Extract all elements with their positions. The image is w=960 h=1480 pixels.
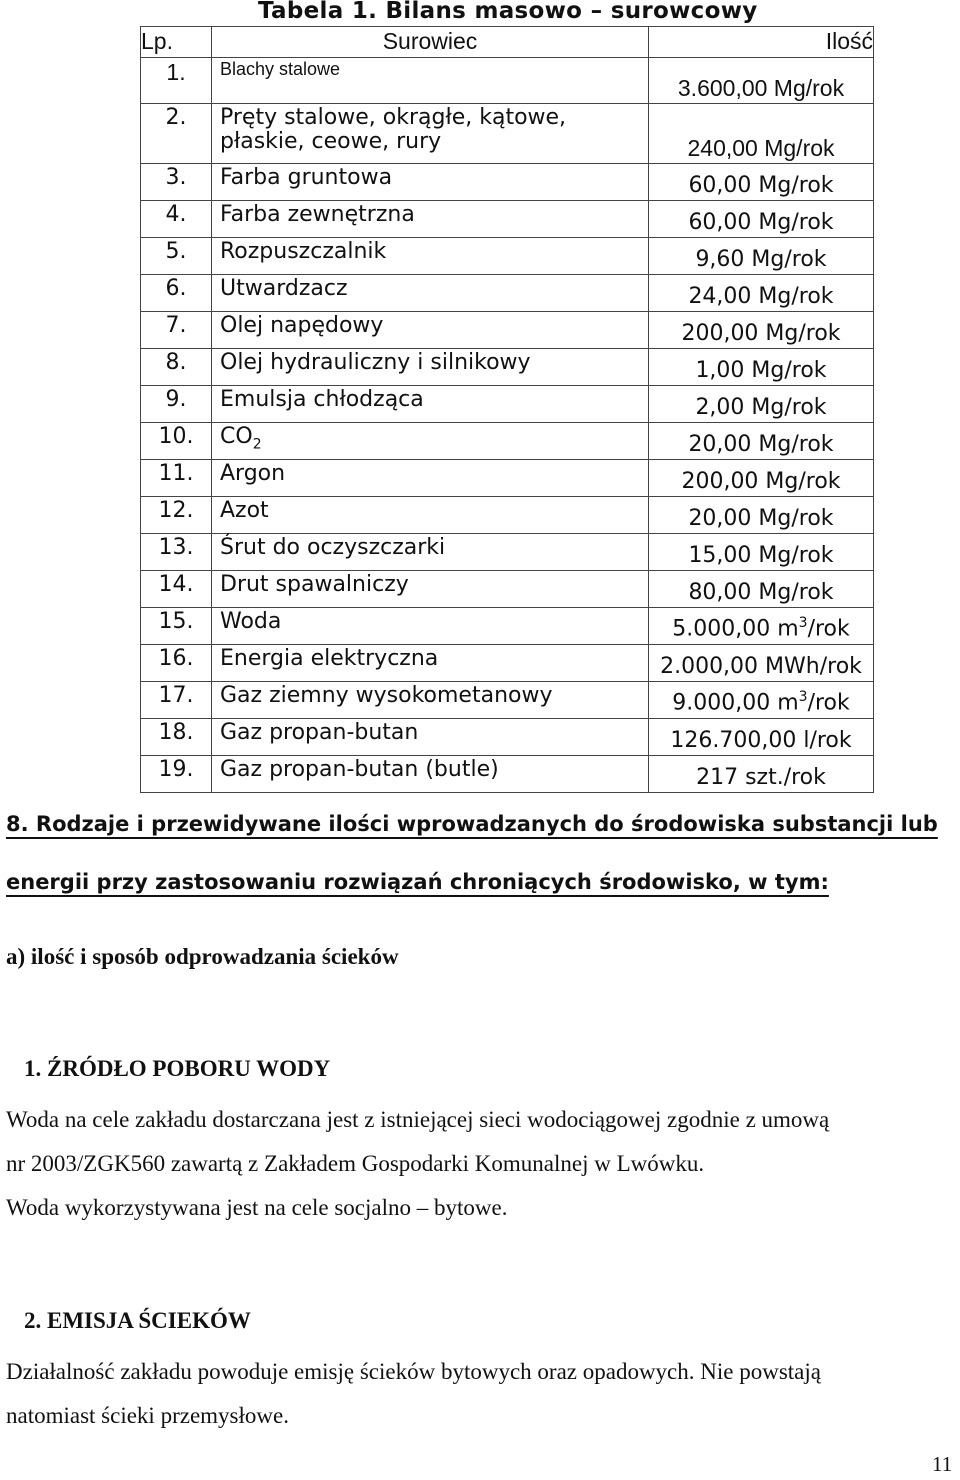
- row-lp: 2.: [141, 104, 212, 164]
- table-row: [141, 571, 874, 608]
- row-surowiec-text: Gaz ziemny wysokometanowy: [220, 683, 553, 708]
- row-ilosc-unit-tail: /rok: [807, 690, 850, 716]
- row-surowiec: [212, 460, 649, 497]
- row-surowiec-text: Emulsja chłodząca: [220, 387, 424, 412]
- row-ilosc-value: 60,00 Mg/rok: [688, 209, 834, 235]
- row-surowiec-text: Olej napędowy: [220, 313, 384, 338]
- row-surowiec-text: Drut spawalniczy: [220, 572, 409, 597]
- row-surowiec-text: CO: [220, 424, 253, 449]
- part-1-line-3: Woda wykorzystywana jest na cele socjalno – bytowe.: [6, 1195, 508, 1220]
- row-lp: 7.: [141, 312, 212, 349]
- table-row: [141, 164, 874, 201]
- section-8-heading-line2: energii przy zastosowaniu rozwiązań chroniących środowisko, w tym:: [6, 870, 829, 894]
- row-ilosc-value: 2,00 Mg/rok: [695, 394, 827, 420]
- part-1-line-2: nr 2003/ZGK560 zawartą z Zakładem Gospodarki Komunalnej w Lwówku.: [6, 1151, 705, 1176]
- row-ilosc: [649, 534, 874, 571]
- table-row: [141, 238, 874, 275]
- row-surowiec: [212, 312, 649, 349]
- table-caption: Tabela 1. Bilans masowo – surowcowy: [258, 0, 758, 24]
- table-row: [141, 608, 874, 645]
- table-row: [141, 534, 874, 571]
- table-row: [141, 719, 874, 756]
- row-surowiec: [212, 275, 649, 312]
- row-ilosc-value: 200,00 Mg/rok: [681, 320, 841, 346]
- row-surowiec-text: Azot: [220, 498, 269, 523]
- row-surowiec-text: Blachy stalowe: [220, 59, 341, 79]
- row-ilosc-value: 5.000,00 m: [672, 616, 799, 642]
- section-8-heading-line1: 8. Rodzaje i przewidywane ilości wprowadzanych do środowiska substancji lub: [6, 812, 938, 836]
- row-surowiec: [212, 571, 649, 608]
- row-lp: 16.: [141, 645, 212, 682]
- row-surowiec-text: Energia elektryczna: [220, 646, 439, 671]
- row-surowiec: [212, 682, 649, 719]
- row-ilosc-value: 240,00 Mg/rok: [687, 134, 835, 161]
- row-ilosc: [649, 682, 874, 719]
- table-row: [141, 312, 874, 349]
- row-surowiec: [212, 719, 649, 756]
- row-surowiec-text: Gaz propan-butan: [220, 720, 419, 745]
- row-surowiec-text: Argon: [220, 461, 286, 486]
- table-row: [141, 423, 874, 460]
- header-lp: Lp.: [141, 27, 212, 58]
- row-surowiec: [212, 104, 649, 164]
- row-ilosc: [649, 349, 874, 386]
- table-row: [141, 497, 874, 534]
- row-surowiec: [212, 423, 649, 460]
- row-surowiec-text: Utwardzacz: [220, 276, 348, 301]
- row-lp: 19.: [141, 756, 212, 793]
- row-ilosc: [649, 312, 874, 349]
- row-surowiec: [212, 534, 649, 571]
- table-row: [141, 201, 874, 238]
- row-ilosc: [649, 58, 874, 104]
- row-lp: 6.: [141, 275, 212, 312]
- row-surowiec: [212, 164, 649, 201]
- row-surowiec: [212, 645, 649, 682]
- table-row: [141, 645, 874, 682]
- row-lp: 11.: [141, 460, 212, 497]
- row-surowiec-text: Pręty stalowe, okrągłe, kątowe,: [220, 105, 567, 130]
- row-ilosc: [649, 164, 874, 201]
- row-surowiec-text: Śrut do oczyszczarki: [220, 535, 446, 560]
- header-surowiec: Surowiec: [212, 27, 649, 58]
- row-ilosc: [649, 497, 874, 534]
- header-ilosc: Ilość: [649, 27, 874, 58]
- row-surowiec: [212, 608, 649, 645]
- row-ilosc-value: 9,60 Mg/rok: [695, 246, 827, 272]
- row-ilosc: [649, 756, 874, 793]
- row-ilosc-unit-tail: /rok: [807, 616, 850, 642]
- row-surowiec-text: Woda: [220, 609, 282, 634]
- part-2-line-2: natomiast ścieki przemysłowe.: [6, 1403, 289, 1428]
- row-surowiec-text: Rozpuszczalnik: [220, 239, 387, 264]
- row-ilosc-value: 60,00 Mg/rok: [688, 172, 834, 198]
- table-header-row: [141, 27, 874, 58]
- row-surowiec-text: Gaz propan-butan (butle): [220, 757, 499, 782]
- row-ilosc: [649, 571, 874, 608]
- row-ilosc: [649, 201, 874, 238]
- row-lp: 12.: [141, 497, 212, 534]
- part-1-heading: 1. ŹRÓDŁO POBORU WODY: [24, 1056, 331, 1081]
- row-ilosc: [649, 645, 874, 682]
- part-1-line-1: Woda na cele zakładu dostarczana jest z istniejącej sieci wodociągowej zgodnie z umową: [6, 1107, 830, 1132]
- row-surowiec-subscript: 2: [252, 436, 262, 453]
- subsection-a-heading: a) ilość i sposób odprowadzania ścieków: [6, 944, 399, 969]
- row-ilosc-value: 3.600,00 Mg/rok: [677, 74, 845, 101]
- row-ilosc-value: 217 szt./rok: [696, 764, 826, 790]
- row-ilosc: [649, 104, 874, 164]
- row-surowiec-text: Olej hydrauliczny i silnikowy: [220, 350, 531, 375]
- row-surowiec: [212, 386, 649, 423]
- part-2-line-1: Działalność zakładu powoduje emisję ścieków bytowych oraz opadowych. Nie powstają: [6, 1359, 821, 1384]
- raw-materials-table: [140, 26, 874, 793]
- table-row: [141, 275, 874, 312]
- row-ilosc-value: 1,00 Mg/rok: [695, 357, 827, 383]
- row-lp: 4.: [141, 201, 212, 238]
- part-2-heading: 2. EMISJA ŚCIEKÓW: [24, 1308, 251, 1333]
- row-lp: 10.: [141, 423, 212, 460]
- table-row: [141, 386, 874, 423]
- row-lp: 13.: [141, 534, 212, 571]
- row-ilosc-value: 24,00 Mg/rok: [688, 283, 834, 309]
- row-lp: 3.: [141, 164, 212, 201]
- row-ilosc-value: 9.000,00 m: [672, 690, 799, 716]
- row-ilosc: [649, 460, 874, 497]
- row-lp: 9.: [141, 386, 212, 423]
- table-row: [141, 104, 874, 164]
- row-surowiec: [212, 201, 649, 238]
- row-ilosc: [649, 275, 874, 312]
- row-ilosc-value: 126.700,00 l/rok: [670, 727, 852, 753]
- row-ilosc-superscript: 3: [798, 689, 808, 706]
- row-lp: 8.: [141, 349, 212, 386]
- row-ilosc: [649, 386, 874, 423]
- row-ilosc: [649, 719, 874, 756]
- table-row: [141, 58, 874, 104]
- row-ilosc-value: 20,00 Mg/rok: [688, 431, 834, 457]
- table-row: [141, 756, 874, 793]
- row-ilosc-superscript: 3: [798, 615, 808, 632]
- row-ilosc-value: 2.000,00 MWh/rok: [660, 653, 862, 679]
- row-surowiec: [212, 756, 649, 793]
- row-ilosc-value: 80,00 Mg/rok: [688, 579, 834, 605]
- row-ilosc-value: 20,00 Mg/rok: [688, 505, 834, 531]
- row-surowiec: [212, 349, 649, 386]
- table-row: [141, 349, 874, 386]
- row-lp: 5.: [141, 238, 212, 275]
- row-lp: 17.: [141, 682, 212, 719]
- row-ilosc-value: 15,00 Mg/rok: [688, 542, 834, 568]
- row-ilosc: [649, 238, 874, 275]
- page-number: 11: [932, 1452, 953, 1476]
- table-row: [141, 682, 874, 719]
- row-surowiec: [212, 238, 649, 275]
- row-surowiec-text: Farba zewnętrzna: [220, 202, 415, 227]
- row-ilosc-value: 200,00 Mg/rok: [681, 468, 841, 494]
- row-ilosc: [649, 423, 874, 460]
- row-surowiec: [212, 497, 649, 534]
- row-lp: 18.: [141, 719, 212, 756]
- table-row: [141, 460, 874, 497]
- row-ilosc: [649, 608, 874, 645]
- row-lp: 15.: [141, 608, 212, 645]
- row-surowiec-text-line2: płaskie, ceowe, rury: [220, 129, 442, 155]
- row-lp: 14.: [141, 571, 212, 608]
- row-surowiec: [212, 58, 649, 104]
- row-surowiec-text: Farba gruntowa: [220, 165, 393, 190]
- row-lp: 1.: [141, 58, 212, 104]
